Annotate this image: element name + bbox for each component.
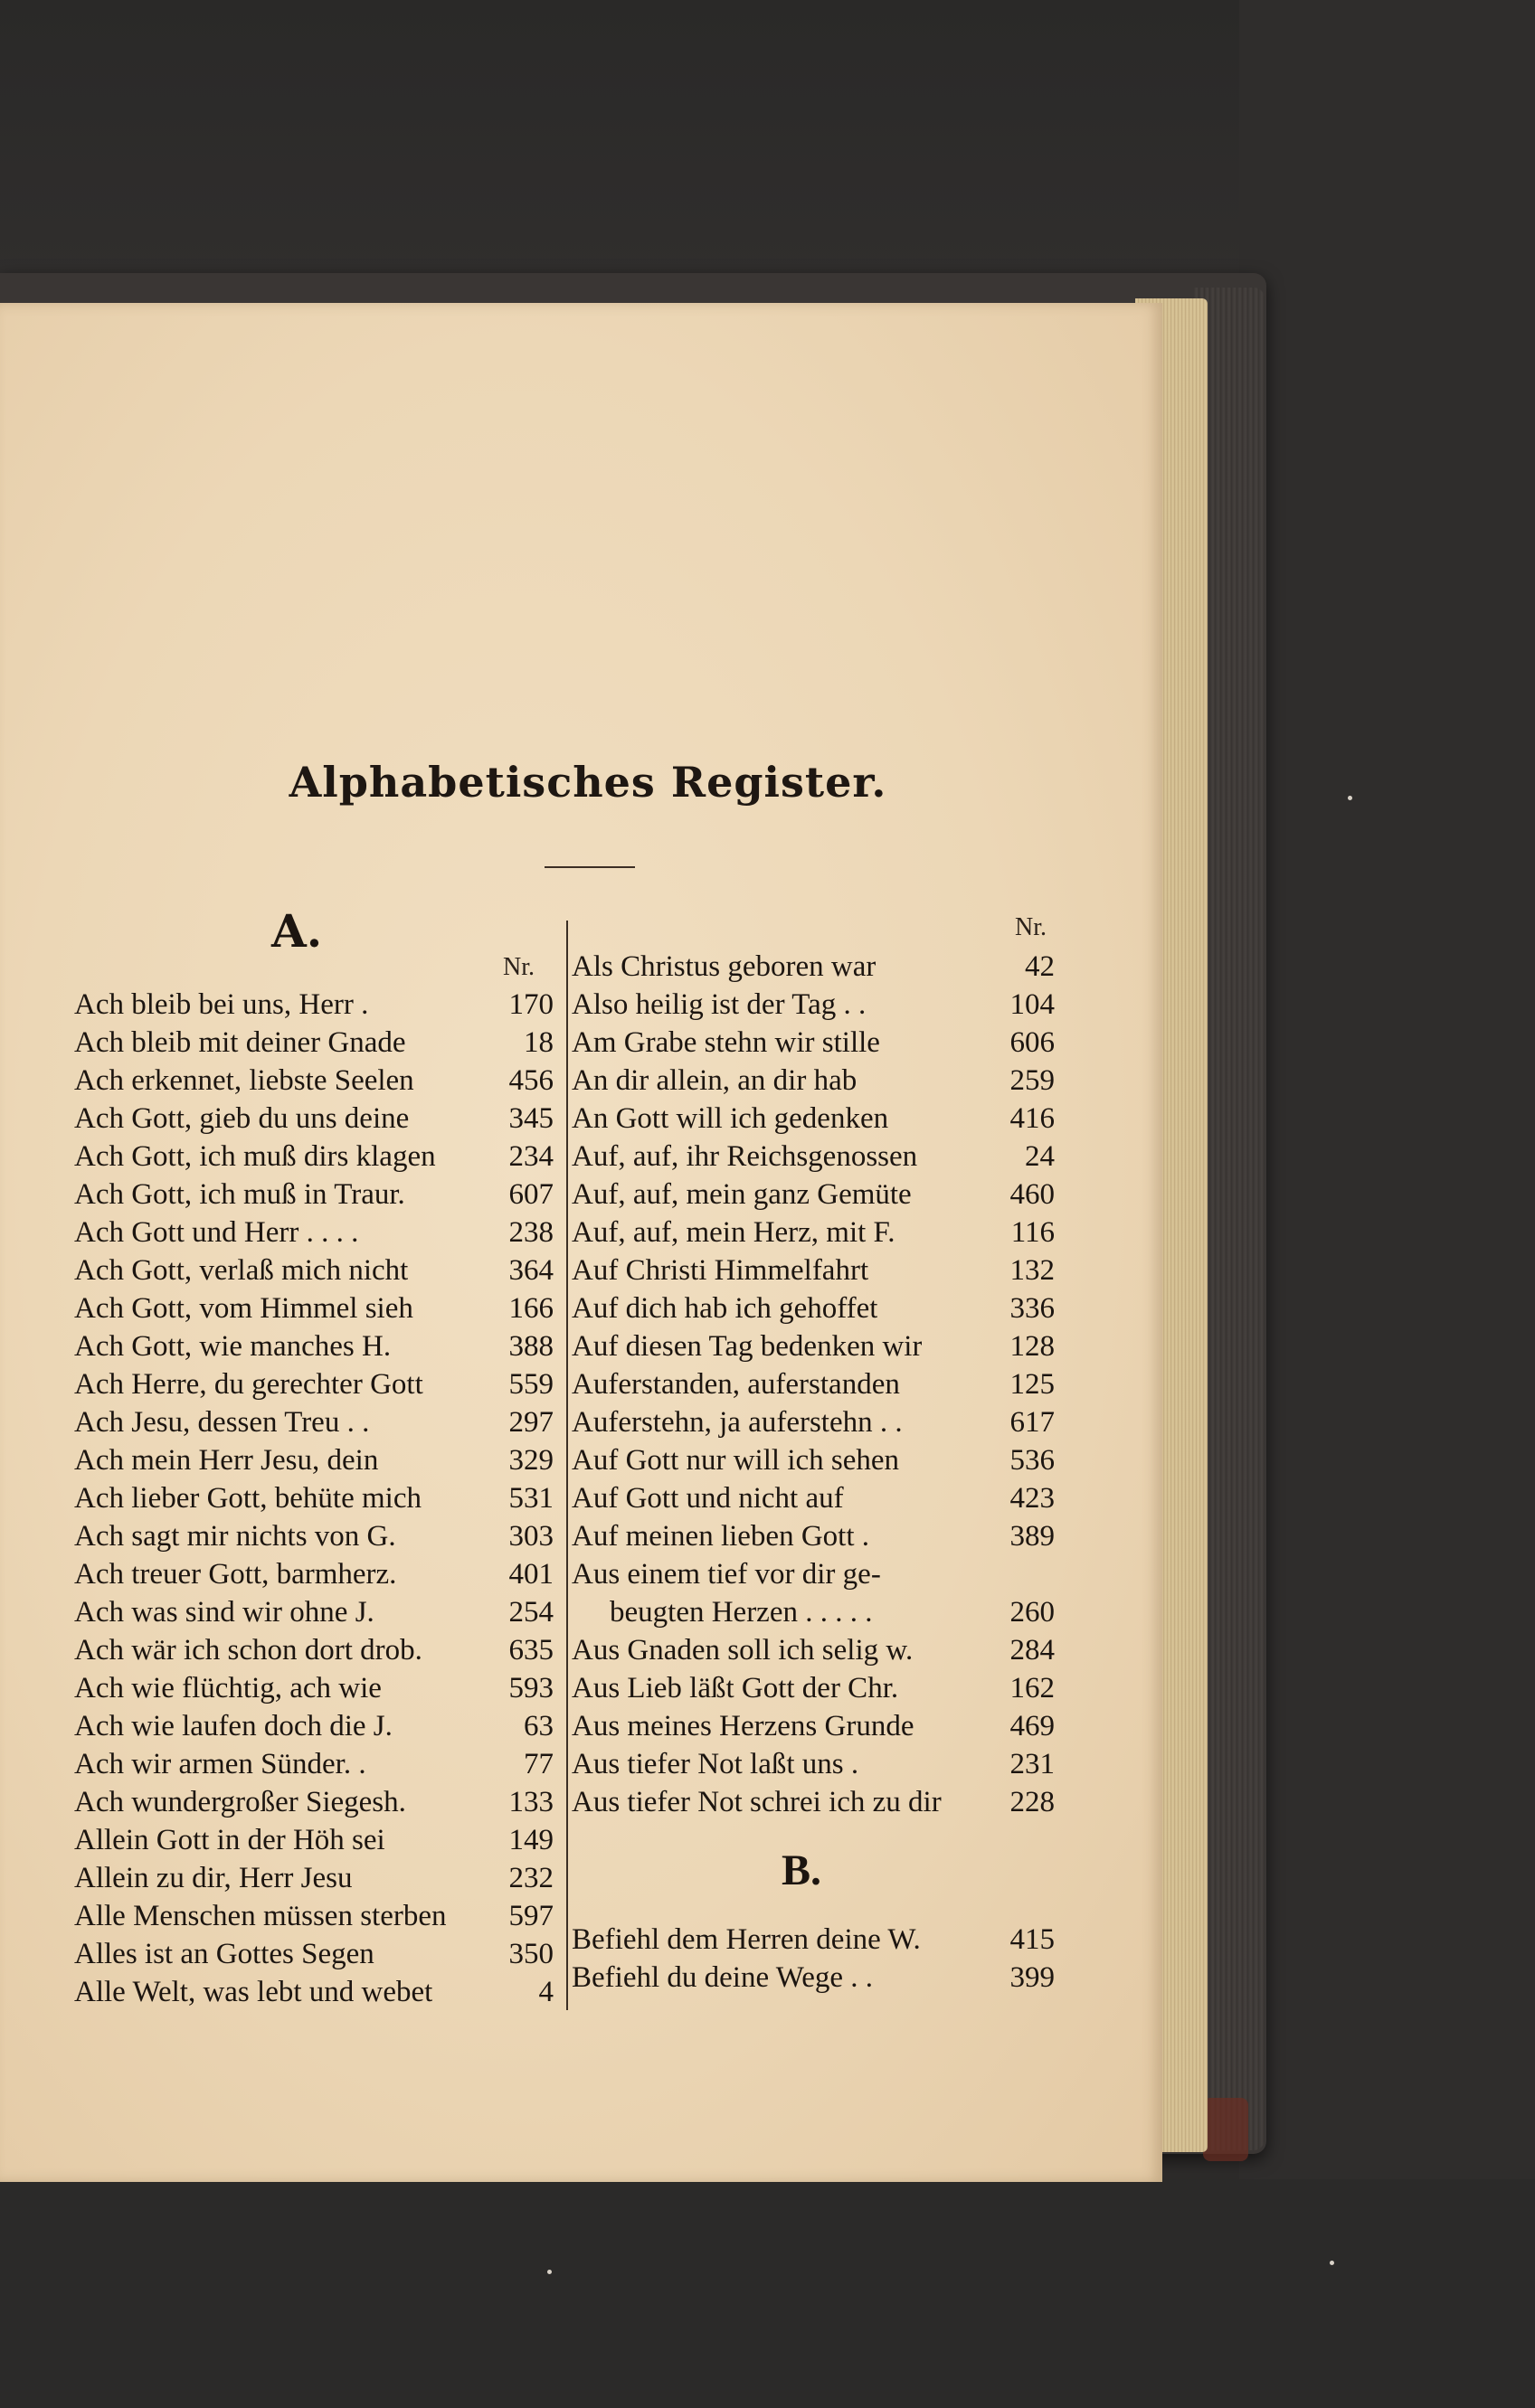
entry-number: 336 (1009, 1292, 1055, 1325)
index-entry (74, 1365, 554, 1403)
entry-title: Allein Gott in der Höh sei (74, 1824, 385, 1856)
right-nr-label: Nr. (1015, 913, 1047, 941)
index-entry (572, 1631, 1055, 1669)
entry-number: 469 (1009, 1710, 1055, 1742)
entry-title: Ach treuer Gott, barmherz. (74, 1558, 397, 1591)
index-entry (74, 1593, 554, 1631)
entry-number: 228 (1009, 1786, 1055, 1818)
entry-number: 350 (508, 1938, 554, 1970)
entry-number: 133 (508, 1786, 554, 1818)
entry-number: 284 (1009, 1634, 1055, 1667)
entry-title: Alle Welt, was lebt und webet (74, 1976, 433, 2008)
index-entry (572, 986, 1055, 1024)
entry-number: 4 (538, 1976, 554, 2008)
entry-number: 607 (508, 1178, 554, 1211)
background-bottom (0, 2179, 1535, 2408)
page-title: Alphabetisches Register. (289, 758, 887, 807)
index-entry (74, 1441, 554, 1479)
entry-number: 238 (508, 1216, 554, 1249)
section-gap (572, 1893, 1055, 1921)
entry-title: Ach wie laufen doch die J. (74, 1710, 393, 1742)
index-entry (572, 1289, 1055, 1327)
index-entry (74, 1289, 554, 1327)
index-entry (572, 1707, 1055, 1745)
index-entry (74, 1707, 554, 1745)
index-entry (572, 1669, 1055, 1707)
index-entry (74, 1138, 554, 1176)
right-column (572, 948, 1055, 1997)
index-entry (74, 1555, 554, 1593)
column-divider (566, 921, 568, 2010)
background-right (1239, 0, 1535, 2408)
entry-title: Ach sagt mir nichts von G. (74, 1520, 396, 1553)
index-entry (74, 1213, 554, 1251)
index-entry (74, 1669, 554, 1707)
index-entry (572, 1024, 1055, 1062)
entry-number: 388 (508, 1330, 554, 1363)
index-entry (74, 1176, 554, 1213)
entry-number: 329 (508, 1444, 554, 1477)
entry-title: Alle Menschen müssen sterben (74, 1900, 447, 1932)
index-entry (572, 1783, 1055, 1821)
right-a-entries (572, 948, 1055, 1821)
index-entry (572, 1100, 1055, 1138)
index-entry (74, 1327, 554, 1365)
entry-title: Aus tiefer Not laßt uns . (572, 1748, 859, 1780)
index-entry (74, 1631, 554, 1669)
index-entry (74, 1403, 554, 1441)
entry-number: 423 (1009, 1482, 1055, 1515)
entry-title: Ach Gott, ich muß dirs klagen (74, 1140, 436, 1173)
index-entry (74, 1745, 554, 1783)
index-entry (572, 1921, 1055, 1959)
entry-number: 162 (1009, 1672, 1055, 1704)
entry-title: Befiehl du deine Wege . . (572, 1961, 874, 1994)
entry-number: 399 (1009, 1961, 1055, 1994)
entry-title: Ach Jesu, dessen Treu . . (74, 1406, 370, 1439)
entry-title: Alles ist an Gottes Segen (74, 1938, 374, 1970)
entry-title: beugten Herzen . . . . . (610, 1596, 873, 1629)
entry-number: 254 (508, 1596, 554, 1629)
entry-number: 77 (524, 1748, 554, 1780)
index-entry (74, 1859, 554, 1897)
entry-title: An dir allein, an dir hab (572, 1064, 858, 1097)
entry-title: Ach was sind wir ohne J. (74, 1596, 374, 1629)
index-entry (572, 1745, 1055, 1783)
entry-number: 132 (1009, 1254, 1055, 1287)
index-entry (74, 1935, 554, 1973)
entry-number: 234 (508, 1140, 554, 1173)
entry-title: Ach lieber Gott, behüte mich (74, 1482, 422, 1515)
dust-speck (1348, 796, 1352, 800)
entry-title: Auf meinen lieben Gott . (572, 1520, 870, 1553)
index-entry (572, 1138, 1055, 1176)
index-entry (572, 1176, 1055, 1213)
section-gap (572, 1821, 1055, 1848)
entry-number: 260 (1009, 1596, 1055, 1629)
entry-title: Aus Gnaden soll ich selig w. (572, 1634, 914, 1667)
entry-title: Auf Gott und nicht auf (572, 1482, 844, 1515)
left-column (74, 986, 554, 2011)
entry-title: Auf Christi Himmelfahrt (572, 1254, 869, 1287)
entry-number: 170 (508, 988, 554, 1021)
index-entry (74, 1821, 554, 1859)
index-entry (572, 948, 1055, 986)
index-entry (572, 1959, 1055, 1997)
index-entry (74, 1479, 554, 1517)
index-entry (572, 1441, 1055, 1479)
entry-number: 128 (1009, 1330, 1055, 1363)
index-entry (572, 1327, 1055, 1365)
index-entry (74, 1517, 554, 1555)
entry-number: 297 (508, 1406, 554, 1439)
index-entry (74, 1062, 554, 1100)
cover-corner-wear (1203, 2098, 1248, 2161)
entry-title: Aus meines Herzens Grunde (572, 1710, 914, 1742)
entry-number: 456 (508, 1064, 554, 1097)
entry-number: 635 (508, 1634, 554, 1667)
entry-title: Auf Gott nur will ich sehen (572, 1444, 900, 1477)
entry-title: Ach wir armen Sünder. . (74, 1748, 366, 1780)
index-entry (572, 1213, 1055, 1251)
entry-number: 460 (1009, 1178, 1055, 1211)
entry-number: 18 (524, 1026, 554, 1059)
entry-title: Ach Gott, verlaß mich nicht (74, 1254, 409, 1287)
index-entry (572, 1251, 1055, 1289)
entry-number: 303 (508, 1520, 554, 1553)
entry-title: Allein zu dir, Herr Jesu (74, 1862, 353, 1894)
entry-number: 416 (1009, 1102, 1055, 1135)
entry-number: 116 (1010, 1216, 1055, 1249)
index-entry (572, 1062, 1055, 1100)
entry-number (1051, 1555, 1055, 1593)
entry-title: Ach Gott, ich muß in Traur. (74, 1178, 405, 1211)
index-entry (74, 1024, 554, 1062)
section-letter-b: B. (782, 1846, 822, 1894)
entry-title: Auf, auf, mein ganz Gemüte (572, 1178, 912, 1211)
entry-title: Ach wundergroßer Siegesh. (74, 1786, 406, 1818)
title-rule (545, 866, 635, 868)
entry-number: 389 (1009, 1520, 1055, 1553)
entry-title: Ach bleib bei uns, Herr . (74, 988, 369, 1021)
entry-title: Ach bleib mit deiner Gnade (74, 1026, 406, 1059)
index-entry (572, 1593, 1055, 1631)
entry-number: 597 (508, 1900, 554, 1932)
index-entry (74, 1100, 554, 1138)
entry-title: Auf, auf, mein Herz, mit F. (572, 1216, 895, 1249)
index-entry (74, 1897, 554, 1935)
entry-title: Am Grabe stehn wir stille (572, 1026, 880, 1059)
index-entry (74, 1973, 554, 2011)
entry-number: 42 (1025, 950, 1055, 983)
entry-title: Auferstehn, ja auferstehn . . (572, 1406, 903, 1439)
entry-number: 231 (1009, 1748, 1055, 1780)
entry-number: 606 (1009, 1026, 1055, 1059)
entry-number: 166 (508, 1292, 554, 1325)
index-entry (572, 1517, 1055, 1555)
entry-number: 364 (508, 1254, 554, 1287)
entry-title: Ach Herre, du gerechter Gott (74, 1368, 423, 1401)
index-entry (572, 1365, 1055, 1403)
entry-title: Aus tiefer Not schrei ich zu dir (572, 1786, 942, 1818)
entry-title: Auf dich hab ich gehoffet (572, 1292, 878, 1325)
entry-number: 593 (508, 1672, 554, 1704)
entry-number: 232 (508, 1862, 554, 1894)
entry-number: 559 (508, 1368, 554, 1401)
entry-number: 24 (1025, 1140, 1055, 1173)
entry-title: Also heilig ist der Tag . . (572, 988, 867, 1021)
index-entry (572, 1555, 1055, 1593)
entry-title: Als Christus geboren war (572, 950, 876, 983)
entry-number: 149 (508, 1824, 554, 1856)
entry-number: 63 (524, 1710, 554, 1742)
entry-number: 415 (1009, 1923, 1055, 1956)
entry-number: 104 (1009, 988, 1055, 1021)
entry-title: Auf, auf, ihr Reichsgenossen (572, 1140, 918, 1173)
entry-title: Ach erkennet, liebste Seelen (74, 1064, 414, 1097)
entry-title: Ach Gott, gieb du uns deine (74, 1102, 410, 1135)
index-entry (74, 1783, 554, 1821)
index-entry (74, 986, 554, 1024)
entry-title: Auf diesen Tag bedenken wir (572, 1330, 923, 1363)
entry-number: 401 (508, 1558, 554, 1591)
left-nr-label: Nr. (503, 953, 535, 981)
section-letter-a: A. (271, 904, 323, 958)
entry-number: 617 (1009, 1406, 1055, 1439)
entry-number: 536 (1009, 1444, 1055, 1477)
entry-title: Ach mein Herr Jesu, dein (74, 1444, 379, 1477)
index-entry (74, 1251, 554, 1289)
entry-title: Ach Gott, vom Himmel sieh (74, 1292, 413, 1325)
right-b-entries (572, 1921, 1055, 1997)
entry-number: 345 (508, 1102, 554, 1135)
entry-title: Ach Gott und Herr . . . . (74, 1216, 359, 1249)
entry-title: Ach wär ich schon dort drob. (74, 1634, 422, 1667)
index-entry (572, 1479, 1055, 1517)
entry-title: An Gott will ich gedenken (572, 1102, 889, 1135)
entry-title: Ach Gott, wie manches H. (74, 1330, 392, 1363)
entry-title: Aus einem tief vor dir ge- (572, 1558, 881, 1591)
index-entry (572, 1403, 1055, 1441)
entry-title: Aus Lieb läßt Gott der Chr. (572, 1672, 899, 1704)
entry-title: Ach wie flüchtig, ach wie (74, 1672, 382, 1704)
dust-speck (547, 2270, 552, 2274)
entry-title: Befiehl dem Herren deine W. (572, 1923, 921, 1956)
entry-number: 125 (1009, 1368, 1055, 1401)
entry-number: 259 (1009, 1064, 1055, 1097)
entry-title: Auferstanden, auferstanden (572, 1368, 900, 1401)
dust-speck (1330, 2261, 1334, 2265)
entry-number: 531 (508, 1482, 554, 1515)
